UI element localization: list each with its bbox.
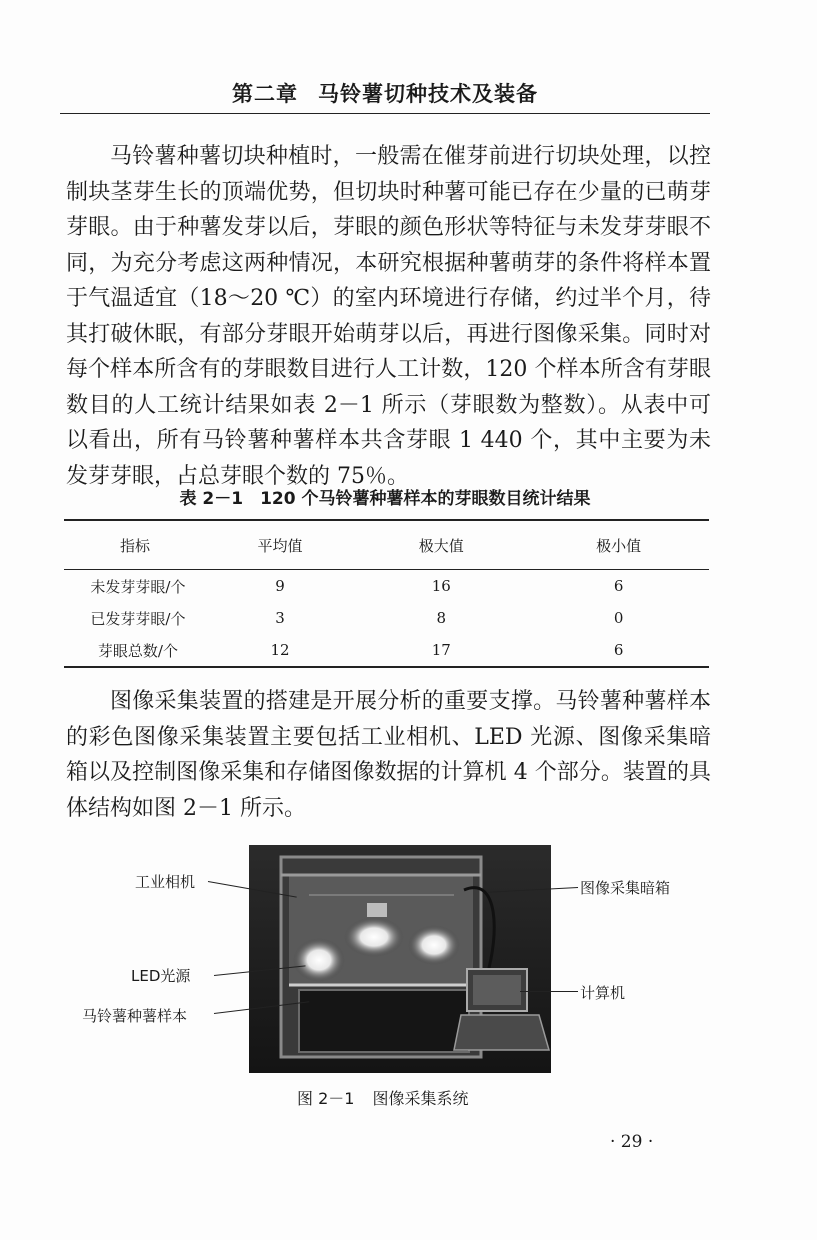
page-number: · 29 · [610, 1132, 654, 1152]
table-cell: 17 [354, 634, 528, 667]
table-row [64, 602, 709, 634]
paragraph-2-text: 图像采集装置的搭建是开展分析的重要支撑。马铃薯种薯样本的彩色图像采集装置主要包括工业相机、LED 光源、图像采集暗箱以及控制图像采集和存储图像数据的计算机 4 个部分。装置的具体结构如图 2－1 所示。 [66, 689, 711, 821]
figure-caption-text: 图像采集系统 [372, 1089, 469, 1108]
table-header-cell: 极大值 [354, 520, 528, 570]
led-light-right [408, 925, 460, 965]
table-header-row [64, 520, 709, 570]
acquisition-system-photo [249, 845, 551, 1073]
label-industrial-camera: 工业相机 [135, 873, 196, 891]
laptop-base [454, 1015, 549, 1050]
table-cell: 已发芽芽眼/个 [90, 609, 186, 628]
table-cell: 16 [431, 577, 451, 595]
table-title: 表 2－1 120 个马铃薯种薯样本的芽眼数目统计结果 [179, 489, 591, 509]
table-cell: 6 [528, 634, 709, 667]
table-header-cell: 极小值 [528, 520, 709, 570]
figure-caption [297, 1086, 468, 1109]
chapter-title: 马铃薯切种技术及装备 [318, 82, 538, 106]
table-cell: 9 [275, 577, 285, 595]
running-header [60, 78, 710, 108]
leader-line-computer [520, 991, 578, 992]
table-header-cell: 指标 [64, 520, 206, 570]
table-cell: 8 [436, 609, 447, 627]
led-light-left [293, 938, 345, 982]
paragraph-1-text: 马铃薯种薯切块种植时，一般需在催芽前进行切块处理，以控制块茎芽生长的顶端优势，但切块时种薯可能已存在少量的已萌芽芽眼。由于种薯发芽以后，芽眼的颜色形状等特征与未发芽芽眼不同，为充分考虑这两种情况，本研究根据种薯萌芽的条件将样本置于气温适宜（18～20 ℃）的室内环境进行存储，约过半个月，待其打破休眠，有部分芽眼开始萌芽以后，再进行图像采集。同时对每个样本所含有的芽眼数目进行人工计数，120 个样本所含有芽眼数目的人工统计结果如表 2－1 所示（芽眼数为整数）。从表中可以看出，所有马铃薯种薯样本共含芽眼 1 440 个，其中主要为未发芽芽眼，占总芽眼个数的 75％。 [66, 144, 711, 489]
body-paragraph-2 [66, 684, 711, 826]
header-rule [60, 113, 710, 114]
camera-body [367, 903, 387, 917]
table-row [64, 634, 709, 667]
stats-table [64, 519, 709, 668]
table-row [64, 570, 709, 603]
table-cell: 6 [613, 577, 624, 595]
table-cell: 12 [206, 634, 354, 667]
table-cell: 3 [275, 609, 285, 627]
table-cell: 0 [613, 609, 624, 627]
photo-drawing [249, 845, 551, 1073]
figure-caption-number: 图 2－1 [297, 1089, 355, 1108]
table-cell: 芽眼总数/个 [64, 634, 206, 667]
label-potato-sample: 马铃薯种薯样本 [82, 1007, 188, 1025]
label-dark-box: 图像采集暗箱 [580, 879, 671, 897]
sample-drawer [299, 990, 469, 1052]
led-light-center [344, 917, 404, 957]
label-computer: 计算机 [580, 984, 626, 1002]
body-paragraph-1 [66, 139, 711, 494]
chapter-number: 第二章 [232, 82, 298, 106]
table-cell: 未发芽芽眼/个 [90, 577, 186, 596]
label-led-light: LED光源 [131, 967, 191, 985]
table-header-cell: 平均值 [206, 520, 354, 570]
